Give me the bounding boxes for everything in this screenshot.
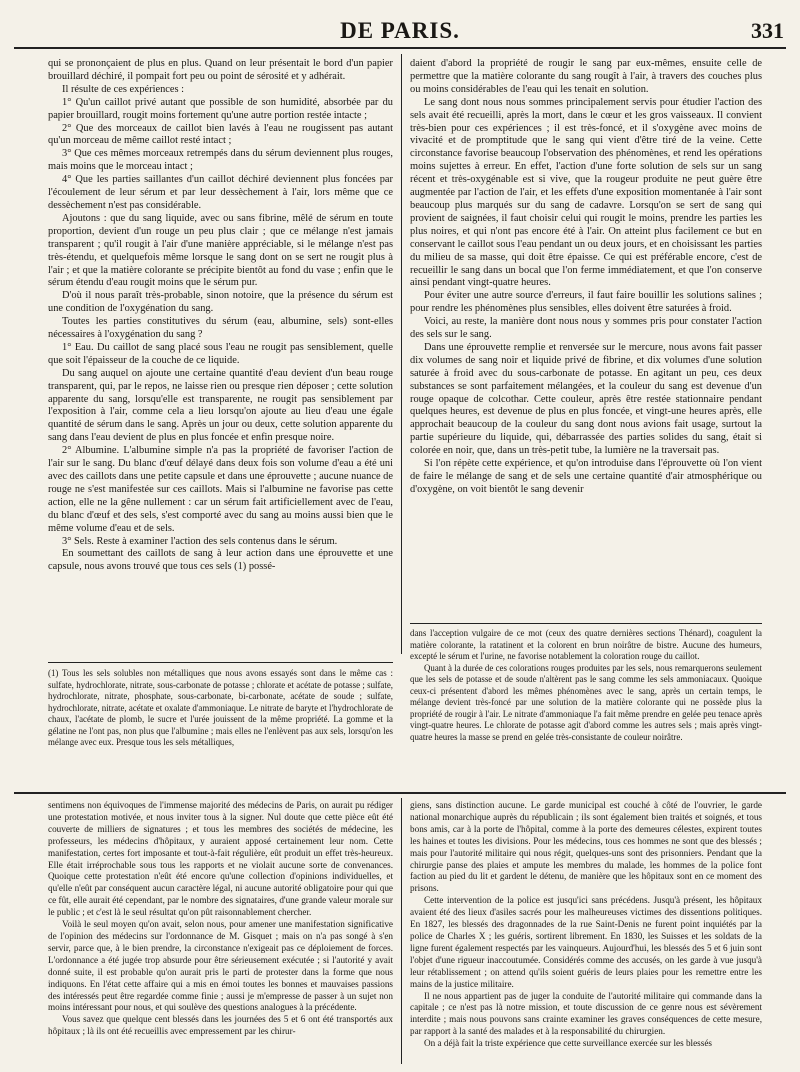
paragraph: Toutes les parties constitutives du sérum (eau, albumine, sels) sont-elles nécessaires à l'oxygénation du sang ? <box>48 316 393 341</box>
paragraph: Pour éviter une autre source d'erreurs, il faut faire bouillir les solutions salines ; pour rendre les phénomènes plus sensibles, elles doivent être saturées à froid. <box>410 290 762 315</box>
paragraph: Il résulte de ces expériences : <box>62 83 185 95</box>
paragraph: Voilà le seul moyen qu'on avait, selon nous, pour amener une manifestation significative de l'opinion des médecins sur l'ordonnance de M. Gisquet ; mais on n'a pas songé à s'en servir, parce que, à le bien prendre, la circonstance n'exigeait pas ce déploiement de forces. L'ordonnance a été jugée trop absurde pour être sérieusement exécutée ; si l'autorité y avait donné suite, il est probable qu'on aurait pris le parti de protester dans la forme que nous indiquons. En l'état cette affaire qui a mis en émoi toutes les bonnes et mauvaises passions des intéressés peut être regardée comme finie ; aussi je m'empresse de passer à un sujet non moins intéressant pour nous, et qui soulève des questions analogues à la précédente. <box>48 919 393 1013</box>
footnote-text: Quant à la durée de ces colorations rouges produites par les sels, nous remarquerons seulement que les sels de potasse et de soude n'altèrent pas le sang comme les sels ammoniacaux. Quoique ceux-ci présentent d'abord les mêmes phénomènes avec le sang, après un certain temps, le mélange devient très-foncé par une solution de la matière colorante qui ne possède plus la propriété de rougir à l'air. Le nitrate d'ammoniaque l'a fait même prendre en gelée peu tenace après vingt-quatre heures. Le chlorate de potasse agit d'abord comme les autres sels ; mais après vingt-quatre heures la masse se prend en gelée très-consistante de couleur noirâtre. <box>410 662 762 742</box>
paragraph: 3° Sels. Reste à examiner l'action des sels contenus dans le sérum. <box>62 535 338 547</box>
paragraph: Vous savez que quelque cent blessés dans les journées des 5 et 6 ont été transportés aux hôpitaux ; là ils ont été recueillis avec empressement par les chirur- <box>48 1014 393 1037</box>
page-header <box>14 18 786 44</box>
column-right <box>410 58 762 618</box>
paragraph: 1° Eau. Du caillot de sang placé sous l'eau ne rougit pas sensiblement, quelle que soit l'épaisseur de la couche de ce liquide. <box>48 341 393 366</box>
paragraph: 2° Albumine. L'albumine simple n'a pas la propriété de favoriser l'action de l'air sur le sang. Du blanc d'œuf délayé dans deux fois son volume d'eau a été uni avec des caillots dans une petite capsule et dans une éprouvette ; aucune nuance de rouge ne s'est manifestée sur ces caillots. Mais si l'albumine ne favorise pas cette action, elle ne la gêne nullement : car un sérum fait artificiellement avec de l'eau, du blanc d'œuf et des sels, s'est comporté avec du sang au moins aussi bien que le même volume d'eau et de sels. <box>48 445 393 534</box>
paragraph: Dans une éprouvette remplie et renversée sur le mercure, nous avons fait passer dix volumes de sang noir et liquide privé de fibrine, et dix volumes d'une solution saturée à froid avec du sous-carbonate de potasse. En agitant un peu, ces deux substances se sont parfaitement mélangées, et la couleur du sang est devenue d'un rouge opaque de colcothar. Cette couleur, après être restée stationnaire pendant quelques heures, est devenue de plus en plus foncée, et vingt-une heures après, elle approchait beaucoup de la couleur du sang dont nous avions fait usage, surtout la partie supérieure du liquide, qui, débarrassée des parties solides du sang, était si colorée en noir, que, dans un très-petit tube, la lumière ne la traversait pas. <box>410 341 762 457</box>
footnote-rule-left <box>48 662 393 663</box>
footnote-rule-right <box>410 623 762 624</box>
paragraph: Voici, au reste, la manière dont nous nous y sommes pris pour constater l'action des sels sur le sang. <box>410 316 762 341</box>
paragraph: 1° Qu'un caillot privé autant que possible de son humidité, absorbée par du papier brouillard, rougit moins fortement qu'une autre portion restée intacte ; <box>48 96 393 121</box>
paragraph: 2° Que des morceaux de caillot bien lavés à l'eau ne rougissent pas autant qu'un morceau de même caillot resté intact ; <box>48 122 393 147</box>
column-divider <box>401 54 402 654</box>
column-left <box>48 58 393 652</box>
paragraph: sentimens non équivoques de l'immense majorité des médecins de Paris, on aurait pu rédiger une protestation motivée, et nous inviter tous à la signer. Nul doute que cette pièce eût été couverte de milliers de signatures ; et tous les membres des sociétés de médecine, les professeurs, les médecins d'hôpitaux, y auraient apposé certainement leur nom. Cette manifestation, certes fort imposante et tout-à-fait régulière, eût produit un effet très-heureux. Elle était irréprochable sous tous les rapports et ne violait aucune sorte de convenances. Quoique cette protestation n'eût été encore qu'une collection d'opinions individuelles, et qu'elle n'eût par conséquent aucun caractère légal, ni aucune autorité obligatoire pour qui que ce fût, elle aurait été cependant, par le nombre des signataires, d'une grande valeur morale sur le public ; et c'est là le seul résultat qu'on pût raisonnablement chercher. <box>48 800 393 918</box>
paragraph: Ajoutons : que du sang liquide, avec ou sans fibrine, mêlé de sérum en toute proportion, devient d'un rouge un peu plus clair ; que ce mélange n'est jamais transparent ; qu'il rougit à l'air d'une manière appréciable, si le mélange n'est pas très-étendu, et quelquefois même lorsque le sang dont on se sert ne rougit plus à l'air ; et que la matière colorante se précipite bientôt au fond du vase ; enfin que le sérum étendu d'eau rougit moins que le sérum pur. <box>48 212 393 289</box>
bottom-column-left <box>48 800 393 1064</box>
paragraph: daient d'abord la propriété de rougir le sang par eux-mêmes, ensuite celle de permettre que la matière colorante du sang rougît à l'air, à travers des couches plus ou moins considérables de l'eau qui les tenait en solution. <box>410 58 762 95</box>
paragraph: Il ne nous appartient pas de juger la conduite de l'autorité militaire qui commande dans la capitale ; ce n'est pas là notre mission, et toute discussion de ce genre nous est sévèrement interdite ; mais nous pouvons sans crainte examiner les graves conséquences de cette mesure, par rapport à la santé des malades et à la responsabilité du chirurgien. <box>410 990 762 1037</box>
bottom-column-right <box>410 800 762 1064</box>
running-title: DE PARIS. <box>340 18 460 43</box>
paragraph: 3° Que ces mêmes morceaux retrempés dans du sérum deviennent plus rouges, mais moins que le morceau intact ; <box>48 148 393 173</box>
footnote-text: (1) Tous les sels solubles non métalliques que nous avons essayés sont dans le même cas : sulfate, hydrochlorate, nitrate, sous-carbonate de potasse ; chlorate et acétate de potasse ; sulfate, hydrochlorate, nitrate, phosphate, sous-carbonate, bi-carbonate, acétate de soude ; sulfate, hydrochlorate, nitrate, acétate et oxalate d'ammoniaque. Le nitrate de baryte et l'hydrochlorate de chaux, l'acétate de plomb, le sucre et l'urée jouissent de la même propriété. La gomme et la gélatine ne l'ont pas, non plus que l'albumine ; mais elles ne l'enlèvent pas aux sels, lorsqu'on les mélange avec eux. Presque tous les sels métalliques, <box>48 668 393 747</box>
footnote-text: dans l'acception vulgaire de ce mot (ceux des quatre dernières sections Thénard), coagulent la matière colorante, la ratatinent et la colorent en brun noirâtre de bistre. Aucune des humeurs, excepté le sérum et l'urine, ne favorise notablement la coloration rouge du caillot. <box>410 628 762 661</box>
paragraph: On a déjà fait la triste expérience que cette surveillance exercée sur les blessés <box>424 1038 712 1049</box>
paragraph: giens, sans distinction aucune. Le garde municipal est couché à côté de l'ouvrier, le garde national monarchique auprès du républicain ; ils sont également bien traités et soignés, et tous bons amis, car à la porte de l'hôpital, comme à la porte des demeures célestes, expirent toutes les haines et toutes les divisions. Pour les médecins, tous ces hommes ne sont que des blessés ; mais pour l'autorité militaire qui nous régit, quelques-uns sont des prisonniers. Pendant que la chirurgie panse des plaies et ampute les membres du malade, les hommes de la police font faction au pied du lit et gardent le détenu, de manière que les hôpitaux sont en ce moment des prisons. <box>410 800 762 894</box>
paragraph: Si l'on répète cette expérience, et qu'on introduise dans l'éprouvette où l'on vient de faire le mélange de sang et de sels une certaine quantité d'air atmosphérique ou d'oxygène, on voit bientôt le sang devenir <box>410 458 762 495</box>
paragraph: En soumettant des caillots de sang à leur action dans une éprouvette et une capsule, nous avons trouvé que tous ces sels (1) possé- <box>48 548 393 573</box>
footnote-left <box>48 668 393 768</box>
header-rule <box>14 47 786 49</box>
paragraph: 4° Que les parties saillantes d'un caillot déchiré deviennent plus foncées par l'écoulement de leur sérum et par leur dessèchement à l'air, lors même que ce dessèchement n'est pas considérable. <box>48 174 393 211</box>
section-rule <box>14 792 786 794</box>
paragraph: D'où il nous paraît très-probable, sinon notoire, que la présence du sérum est une condition de l'oxygénation du sang. <box>48 290 393 315</box>
paragraph: qui se prononçaient de plus en plus. Quand on leur présentait le bord d'un papier brouillard déchiré, il pompait fort peu ou point de sérosité et y adhérait. <box>48 58 393 82</box>
footnote-right <box>410 628 762 788</box>
bottom-column-divider <box>401 798 402 1064</box>
paragraph: Du sang auquel on ajoute une certaine quantité d'eau devient d'un beau rouge transparent, qui, par le repos, ne laisse rien ou presque rien déposer ; cette solution apparente du sang, lorsqu'elle est transparente, ne rougit pas sensiblement par l'exposition à l'air, comme cela a lieu lorsqu'on ajoute au lieu d'eau une égale quantité de sérum dans le sang. Après un jour ou deux, cette solution apparente du sang dans l'eau devient de plus en plus foncée et enfin presque noire. <box>48 367 393 444</box>
page-number: 331 <box>751 18 784 43</box>
paragraph: Cette intervention de la police est jusqu'ici sans précédens. Jusqu'à présent, les hôpitaux avaient été des lieux d'asiles sacrés pour les malheureuses victimes des dissentions politiques. En 1827, les blessés des dragonnades de la rue Saint-Denis ne furent point inquiétés par la police de Charles X ; les guéris, sortirent librement. En 1830, les Suisses et les soldats de la ligne furent également respectés par les vainqueurs. Aujourd'hui, les blessés des 5 et 6 juin sont l'objet d'une rigueur inaccoutumée. Considérés comme des accusés, on les garde à vue jusqu'à leur rétablissement ; on attend qu'ils soient guéris de leurs plaies pour les remettre entre les mains de la justice militaire. <box>410 895 762 989</box>
paragraph: Le sang dont nous nous sommes principalement servis pour étudier l'action des sels avait été recueilli, après la mort, dans le cœur et les gros vaisseaux. Il convient très-bien pour ces expériences ; il est très-foncé, et il s'oxygène avec moins de vivacité et de promptitude que le sang qui vient d'être tiré de la veine. Cette circonstance favorise beaucoup l'observation des phénomènes, et rend les opérations moins sujettes à erreur. En effet, l'action d'une forte solution de sels sur un sang récent et très-oxygénable est si vive, que la rougeur produite ne peut guère être augmentée par l'action de l'air, et les effets d'une exposition momentanée à l'air sont beaucoup plus marqués sur du sang de cadavre. Lorsqu'on se sert de sang qui provient de saignées, il faut choisir celui qui rougit le moins, prendre les parties les plus noires, et qui n'ont pas encore été à l'air. On atteint plus facilement ce but en conservant le caillot sous l'eau pendant un ou deux jours, et en choisissant les parties du milieu de sa masse, qui doit être épaisse. Ce qui est préférable encore, c'est de recueillir le sang dans un bocal que l'on ferme immédiatement, et que l'on conserve ainsi pendant vingt-quatre heures. <box>410 96 762 289</box>
